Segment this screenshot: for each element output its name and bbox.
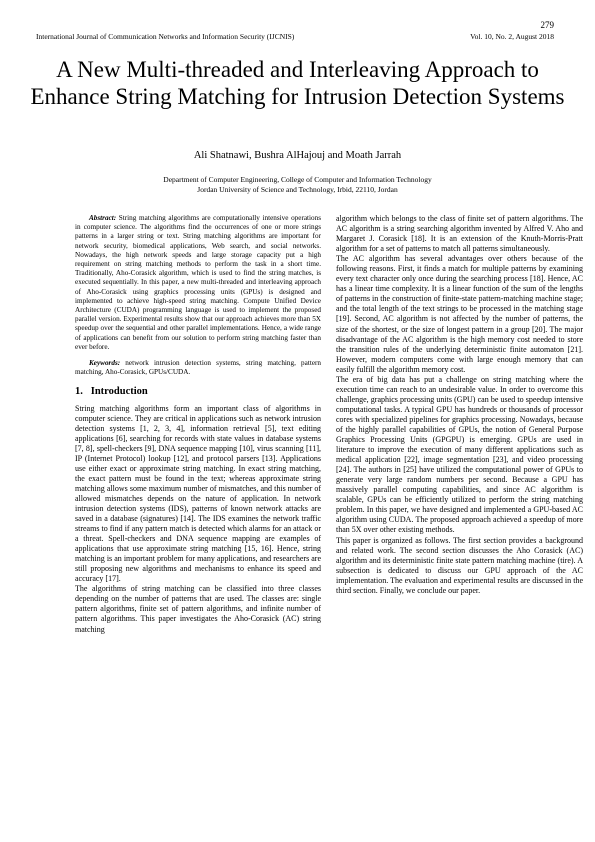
section-title: Introduction <box>90 386 148 398</box>
paper-title: A New Multi-threaded and Interleaving Approach to Enhance String Matching for Intrusion Detection Systems <box>30 57 565 109</box>
running-header <box>36 32 554 41</box>
body-paragraph: The era of big data has put a challenge on string matching where the execution time can reach to an undesirable value. In order to overcome this challenge, graphics processing units (GPU) can be used to speedup intensive computational tasks. A typical GPU has hundreds or thousands of processor cores with specialized pipelines for graphics processing. Nowadays, because of the highly parallel capabilities of GPUs, the notion of General Purpose Graphics Processing Units (GPGPU) is emerging. GPUs are used in literature to improve the execution of many different applications such as medical application [22], image segmentation [23], and video processing [24]. The authors in [25] have utilized the computational power of GPUs to generate very large random numbers per second. Because a GPU has massively parallel computing capabilities, and since AC algorithm is scalable, GPUs can be efficiently utilized to perform the string matching problem. In this paper, we have designed and implemented a GPU-based AC algorithm using CUDA. The proposed approach achieved a speedup of more than 5X over other existing methods. <box>336 374 583 535</box>
abstract-label: Abstract: <box>89 214 117 222</box>
affiliation-line: Jordan University of Science and Technology, Irbid, 22110, Jordan <box>197 184 398 194</box>
page-number: 279 <box>540 20 554 30</box>
journal-name: International Journal of Communication Networks and Information Security (IJCNIS) <box>36 32 295 41</box>
section-number: 1. <box>75 386 83 398</box>
authors: Ali Shatnawi, Bushra AlHajouj and Moath Jarrah <box>193 150 402 161</box>
right-column <box>336 214 583 596</box>
abstract-text: String matching algorithms are computationally intensive operations in computer science. The algorithms find the occurrences of one or more strings patterns in a larger string or text. String matching algorithms are important for network security, biomedical applications, Web search, and social networks. Nowadays, the high network speeds and large storage capacity put a high requirement on string matching methods to perform the task in a short time. Traditionally, Aho-Corasick algorithm, which is used to find the string matches, is executed sequentially. In this paper, a new multi-threaded and interleaving approach of Aho-Corasick using graphics processing units (GPUs) is designed and implemented to achieve high-speed string matching. Compute Unified Device Architecture (CUDA) programming language is used to implement the proposed parallel version. Experimental results show that our approach achieves more than 5X speedup over the sequential and other parallel implementations. Hence, a wide range of applications can benefit from our solution to perform string matching faster than ever before. <box>75 214 322 351</box>
volume-info: Vol. 10, No. 2, August 2018 <box>470 32 554 41</box>
keywords <box>75 359 321 377</box>
body-paragraph: The AC algorithm has several advantages over others because of the following reasons. First, it finds a match for multiple patterns by examining every text character only once during the searching process [18]. Hence, AC has a linear time complexity. It is a linear function of the sum of the lengths of patterns in the construction of finite-state pattern-matching machine stage; and the total length of the text strings to be processed in the matching stage [19]. Second, AC algorithm is not affected by the number of patterns, the size of the shortest, or the size of longest pattern in a group [20]. The major disadvantage of the AC algorithm is the high memory cost needed to store the transition rules of the underlying deterministic finite automaton [21]. However, modern computers come with large enough memory that can easily fulfill the algorithm memory cost. <box>336 254 583 374</box>
left-column <box>75 214 321 635</box>
keywords-text: network intrusion detection systems, string matching, pattern matching, Aho-Corasick, GPUs/CUDA. <box>75 359 321 377</box>
body-paragraph: The algorithms of string matching can be classified into three classes depending on the number of patterns that are used. The classes are: single pattern algorithms, finite set of pattern algorithms, and infinite number of pattern algorithms. This paper investigates the Aho-Corasick (AC) string matching <box>75 584 321 634</box>
body-paragraph: String matching algorithms form an important class of algorithms in computer science. They are critical in applications such as network intrusion detection systems [1, 2, 3, 4], information retrieval [5], text editing applications [6], searching for records with state values in database systems [7, 8], spell-checkers [9], DNA sequence mapping [10], virus scanning [11], IP (Internet Protocol) lookup [12], and protocol parsers [13]. Applications use either exact or approximate string matching. In exact string matching, the exact pattern must be found in the text; whereas approximate string matching allows some maximum number of mismatches, and this number of allowed mismatches depends on the nature of application. In network intrusion detection systems (IDS), patterns of known network attacks are saved in a database (signatures) [14]. The IDS examines the network traffic streams to find if any pattern match is detected which alarms for an attack or a threat. Spell-checkers and DNA sequence mapping are examples of applications that use approximate string matching [15, 16]. Hence, string matching is an important problem for many applications, and researchers are still proposing new algorithms and mechanisms to enhance its speed and accuracy [17]. <box>75 403 321 584</box>
body-paragraph: This paper is organized as follows. The first section provides a background and related work. The second section discusses the Aho Corasick (AC) algorithm and its deterministic finite state pattern matching machine (tire). A subsection is dedicated to discuss our GPU approach of the AC implementation. The evaluation and experimental results are discussed in the third section. Finally, we conclude our paper. <box>336 535 583 595</box>
abstract <box>75 214 321 352</box>
section-heading <box>75 387 321 397</box>
body-paragraph: algorithm which belongs to the class of finite set of pattern algorithms. The AC algorithm is a string searching algorithm invented by Alfred V. Aho and Margaret J. Corasick [18]. It is an extension of the Knuth-Morris-Pratt algorithm for a set of patterns to match all patterns simultaneously. <box>336 214 583 254</box>
affiliation-line: Department of Computer Engineering, College of Computer and Information Technology <box>163 175 432 184</box>
affiliation <box>0 175 595 194</box>
keywords-label: Keywords: <box>89 359 121 368</box>
